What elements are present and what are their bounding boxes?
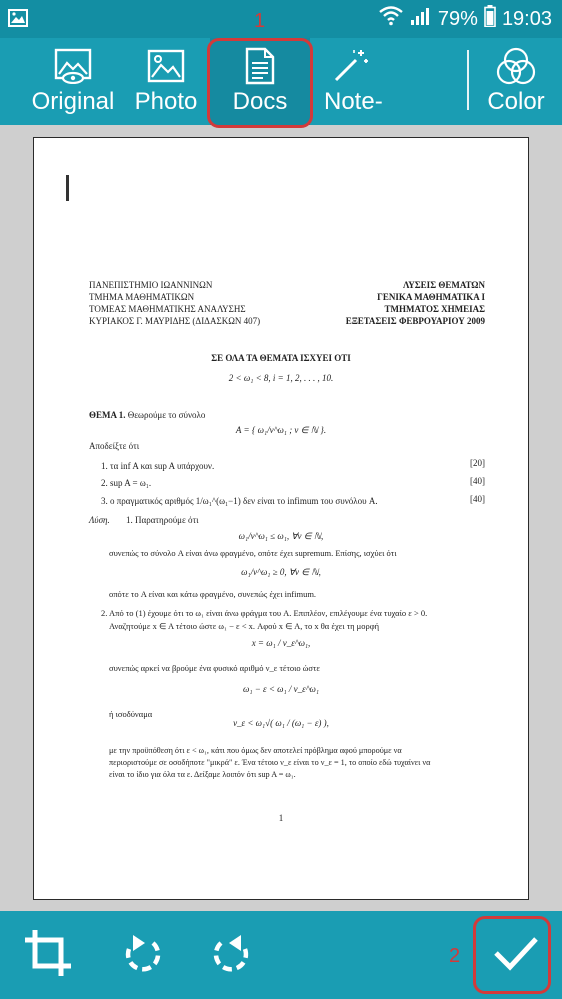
filter-photo-label: Photo (134, 88, 198, 115)
prove-text: Αποδείξτε ότι (89, 441, 140, 451)
filter-photo-button[interactable] (130, 38, 202, 125)
question-item: 1. τα inf A και sup A υπάρχουν. (101, 461, 215, 471)
question-points: [20] (470, 458, 485, 468)
solution-label: Λύση. (89, 515, 110, 525)
question-item: 2. sup A = ω₁. (101, 478, 152, 488)
image-eye-icon (54, 44, 92, 88)
equation: ω₁/ν^ω₁ ≥ 0, ∀ν ∈ ℕ, (241, 567, 321, 577)
header-right (346, 279, 485, 327)
header-left-line: ΤΟΜΕΑΣ ΜΑΘΗΜΑΤΙΚΗΣ ΑΝΑΛΥΣΗΣ (89, 304, 246, 314)
filter-note-button[interactable] (324, 38, 390, 125)
doc-subtitle: 2 < ω₁ < 8, i = 1, 2, . . . , 10. (228, 373, 334, 383)
doc-title: ΣΕ ΟΛΑ ΤΑ ΘΕΜΑΤΑ ΙΣΧΥΕΙ ΟΤΙ (211, 353, 351, 363)
document-preview[interactable] (33, 137, 529, 900)
solution-text: 2. Από το (1) έχουμε ότι το ω₁ είναι άνω φράγμα του A. Επιπλέον, επιλέγουμε ένα τυχαίο ε > 0. (101, 608, 428, 618)
header-left-line: ΚΥΡΙΑΚΟΣ Γ. ΜΑΥΡΙΔΗΣ (ΔΙΔΑΣΚΩΝ 407) (89, 316, 261, 326)
status-bar (0, 0, 562, 38)
question-item: 3. ο πραγματικός αριθμός 1/ω₁^(ω₁−1) δεν είναι το infimum του συνόλου A. (101, 496, 378, 506)
annotation-number-2: 2 (449, 945, 461, 967)
header-right-line: ΤΜΗΜΑΤΟΣ ΧΗΜΕΙΑΣ (384, 304, 485, 314)
filter-docs-label: Docs (232, 88, 288, 115)
toolbar-divider (467, 50, 469, 110)
rotate-right-button[interactable] (202, 911, 262, 999)
solution-text: Αναζητούμε x ∈ A τέτοιο ώστε ω₁ − ε < x. Αφού x ∈ A, το x θα έχει τη μορφή (109, 621, 380, 631)
solution-text: με την προϋπόθεση ότι ε < ω₁, κάτι που όμως δεν αποτελεί πρόβλημα αφού μπορούμε να (109, 746, 402, 755)
rotate-left-icon (119, 929, 165, 982)
question-points: [40] (470, 494, 485, 504)
page-number: 1 (278, 813, 284, 823)
solution-text: οπότε το A είναι και κάτω φραγμένο, συνεπώς έχει infimum. (109, 589, 317, 599)
solution-text: ή ισοδύναμα (109, 709, 153, 719)
solution-text: συνεπώς αρκεί να βρούμε ένα φυσικό αριθμό ν_ε τέτοιο ώστε (109, 663, 320, 673)
annotation-box-confirm (473, 916, 551, 994)
equation: ω₁/ν^ω₁ ≤ ω₁, ∀ν ∈ ℕ, (238, 531, 324, 541)
header-left-line: ΠΑΝΕΠΙΣΤΗΜΙΟ ΙΩΑΝΝΙΝΩΝ (89, 280, 213, 290)
header-right-line: ΛΥΣΕΙΣ ΘΕΜΑΤΩΝ (403, 280, 485, 290)
clock: 19:03 (501, 7, 552, 30)
wifi-icon (378, 6, 404, 32)
magic-wand-icon (330, 44, 370, 88)
theme-line (89, 410, 205, 420)
filter-color-button[interactable] (484, 38, 548, 125)
solution-1: 1. Παρατηρούμε ότι (125, 515, 199, 525)
theme-label: ΘΕΜΑ 1. (89, 410, 126, 420)
solution-text: περιοριστούμε σε οσοδήποτε "μικρά" ε. Ένα τέτοιο ν_ε είναι το ν_ε = 1, το οποίο εδώ τυχαίνει να (109, 758, 431, 767)
signal-icon (410, 6, 432, 32)
filter-original-label: Original (31, 88, 115, 115)
solution-text: είναι το ίδιο για όλα τα ε. Δείξαμε λοιπόν ότι sup A = ω₁. (109, 770, 296, 779)
equation: ω₁ − ε < ω₁ / ν_ε^ω₁ (243, 684, 319, 694)
question-points: [40] (470, 476, 485, 486)
header-right-line: ΓΕΝΙΚΑ ΜΑΘΗΜΑΤΙΚΑ Ι (377, 292, 485, 302)
document-page (39, 143, 523, 890)
rotate-left-button[interactable] (112, 911, 172, 999)
image-icon (147, 44, 185, 88)
header-right-line: ΕΞΕΤΑΣΕΙΣ ΦΕΒΡΟΥΑΡΙΟΥ 2009 (345, 316, 485, 326)
equation: ν_ε < ω₁√( ω₁ / (ω₁ − ε) ), (233, 718, 329, 728)
filter-note-label: Note- (324, 88, 383, 115)
header-left-line: ΤΜΗΜΑ ΜΑΘΗΜΑΤΙΚΩΝ (89, 292, 195, 302)
battery-icon (484, 5, 496, 33)
equation: x = ω₁ / ν_ε^ω₁, (251, 638, 311, 648)
filter-original-button[interactable] (28, 38, 118, 125)
color-circles-icon (496, 44, 536, 88)
battery-percent: 79% (437, 7, 478, 30)
crop-icon (21, 926, 75, 985)
theme-text: Θεωρούμε το σύνολο (127, 410, 206, 420)
rotate-right-icon (209, 929, 255, 982)
set-definition: A = { ω₁/ν^ω₁ ; ν ∈ ℕ }. (235, 425, 327, 435)
gallery-notification-icon (8, 8, 28, 33)
annotation-box-docs (207, 38, 313, 128)
solution-line (89, 515, 199, 525)
solution-text: συνεπώς το σύνολο A είναι άνω φραγμένο, οπότε έχει supremum. Επίσης, ισχύει ότι (109, 548, 397, 558)
filter-color-label: Color (487, 88, 545, 115)
scan-mark (66, 175, 69, 201)
annotation-number-1: 1 (254, 10, 266, 32)
crop-button[interactable] (18, 911, 78, 999)
header-left (89, 279, 260, 327)
